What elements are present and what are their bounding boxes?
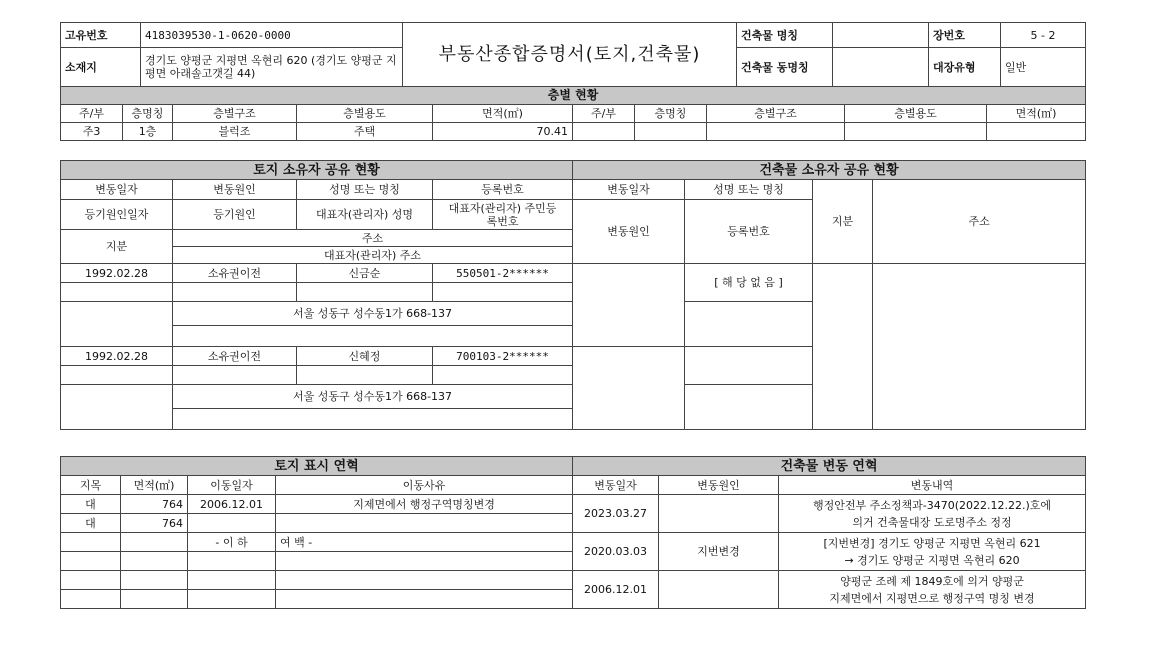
land-entry-date: 1992.02.28 xyxy=(61,264,173,283)
bldg-hist-cause-3 xyxy=(659,571,779,609)
bldg-hist-col-cause: 변동원인 xyxy=(659,476,779,495)
unique-no-label: 고유번호 xyxy=(61,23,141,48)
bldg-h-name: 성명 또는 명칭 xyxy=(685,180,813,200)
land-h-rep-address: 대표자(관리자) 주소 xyxy=(173,247,573,264)
bldg-hist-date-2: 2020.03.03 xyxy=(573,533,659,571)
bldg-hist-detail-line2-2: → 경기도 양평군 지평면 옥현리 620 xyxy=(844,553,1020,567)
land-hist-col-date: 이동일자 xyxy=(188,476,276,495)
location: 경기도 양평군 지평면 옥현리 620 (경기도 양평군 지평면 아래솔고갯길 44) xyxy=(141,48,403,87)
bldg-dong-label: 건축물 동명칭 xyxy=(737,48,833,87)
floor-col-main-sub-2: 주/부 xyxy=(573,105,635,123)
land-entry-name-2: 신혜정 xyxy=(297,347,433,366)
floor-col-structure: 층별구조 xyxy=(173,105,297,123)
floor-col-main-sub: 주/부 xyxy=(61,105,123,123)
bldg-h-change-cause: 변동원인 xyxy=(573,200,685,264)
land-hist-date: 2006.12.01 xyxy=(188,495,276,514)
land-hist-section-title: 토지 표시 연혁 xyxy=(61,457,573,476)
bldg-hist-date: 2023.03.27 xyxy=(573,495,659,533)
bldg-h-reg-no: 등록번호 xyxy=(685,200,813,264)
land-entry-address-2: 서울 성동구 성수동1가 668-137 xyxy=(173,385,573,409)
land-hist-reason: 지제면에서 행정구역명칭변경 xyxy=(276,495,573,514)
bldg-h-share: 지분 xyxy=(813,180,873,264)
bldg-owner-section-title: 건축물 소유자 공유 현황 xyxy=(573,161,1086,180)
land-h-reg-date: 등기원인일자 xyxy=(61,200,173,230)
table-row xyxy=(61,123,1086,141)
ledger-type-label: 대장유형 xyxy=(929,48,1001,87)
ledger-type: 일반 xyxy=(1001,48,1086,87)
land-hist-category: 대 xyxy=(61,495,121,514)
land-h-address: 주소 xyxy=(173,230,573,247)
land-hist-area-2: 764 xyxy=(121,514,188,533)
land-entry-cause: 소유권이전 xyxy=(173,264,297,283)
bldg-dong xyxy=(833,48,929,87)
bldg-h-change-date: 변동일자 xyxy=(573,180,685,200)
land-h-share: 지분 xyxy=(61,230,173,264)
floor-area: 70.41 xyxy=(433,123,573,141)
bldg-hist-detail-line1-2: [지번변경] 경기도 양평군 지평면 옥현리 621 xyxy=(823,536,1041,550)
floor-col-usage: 층별용도 xyxy=(297,105,433,123)
land-hist-col-area: 면적(㎡) xyxy=(121,476,188,495)
land-hist-category-2: 대 xyxy=(61,514,121,533)
floor-col-area: 면적(㎡) xyxy=(433,105,573,123)
page-no-label: 장번호 xyxy=(929,23,1001,48)
owner-table xyxy=(60,160,1086,430)
land-h-rep-name: 대표자(관리자) 성명 xyxy=(297,200,433,230)
header-table xyxy=(60,22,1086,87)
bldg-hist-detail-line1: 행정안전부 주소정책과-3470(2022.12.22.)호에 xyxy=(813,498,1052,512)
floor-section-title: 층별 현황 xyxy=(61,87,1086,105)
bldg-hist-date-3: 2006.12.01 xyxy=(573,571,659,609)
floor-main-sub: 주3 xyxy=(61,123,123,141)
location-label: 소재지 xyxy=(61,48,141,87)
land-entry-address: 서울 성동구 성수동1가 668-137 xyxy=(173,302,573,326)
bldg-hist-detail-line2: 의거 건축물대장 도로명주소 정정 xyxy=(852,515,1012,529)
land-h-name: 성명 또는 명칭 xyxy=(297,180,433,200)
unique-no: 4183039530-1-0620-0000 xyxy=(141,23,403,48)
bldg-hist-section-title: 건축물 변동 연혁 xyxy=(573,457,1086,476)
floor-usage: 주택 xyxy=(297,123,433,141)
bldg-hist-col-detail: 변동내역 xyxy=(779,476,1086,495)
document-title: 부동산종합증명서(토지,건축물) xyxy=(403,23,737,87)
history-table xyxy=(60,456,1086,609)
bldg-h-address: 주소 xyxy=(873,180,1086,264)
floor-col-name-2: 층명칭 xyxy=(635,105,707,123)
land-h-rep-reg: 대표자(관리자) 주민등록번호 xyxy=(433,200,573,230)
bldg-name-label: 건축물 명칭 xyxy=(737,23,833,48)
floor-name: 1층 xyxy=(123,123,173,141)
table-row xyxy=(61,495,1086,514)
floor-col-name: 층명칭 xyxy=(123,105,173,123)
land-hist-area: 764 xyxy=(121,495,188,514)
land-hist-blank-b: 여 백 - xyxy=(276,533,573,552)
bldg-name xyxy=(833,23,929,48)
land-h-reg-cause: 등기원인 xyxy=(173,200,297,230)
land-h-change-date: 변동일자 xyxy=(61,180,173,200)
bldg-owner-none: [ 해 당 없 음 ] xyxy=(685,264,813,302)
land-entry-reg-2: 700103-2****** xyxy=(433,347,573,366)
page-no: 5 - 2 xyxy=(1001,23,1086,48)
floor-col-usage-2: 층별용도 xyxy=(845,105,987,123)
land-entry-date-2: 1992.02.28 xyxy=(61,347,173,366)
bldg-hist-cause xyxy=(659,495,779,533)
bldg-hist-col-date: 변동일자 xyxy=(573,476,659,495)
land-h-change-cause: 변동원인 xyxy=(173,180,297,200)
bldg-hist-cause-2: 지번변경 xyxy=(659,533,779,571)
bldg-hist-detail-line1-3: 양평군 조례 제 1849호에 의거 양평군 xyxy=(840,574,1024,588)
land-entry-name: 신금순 xyxy=(297,264,433,283)
bldg-hist-detail-line2-3: 지제면에서 지평면으로 행정구역 명칭 변경 xyxy=(829,591,1035,605)
land-hist-blank-a: - 이 하 xyxy=(188,533,276,552)
land-h-reg-no: 등록번호 xyxy=(433,180,573,200)
land-hist-col-reason: 이동사유 xyxy=(276,476,573,495)
land-hist-col-category: 지목 xyxy=(61,476,121,495)
floor-col-structure-2: 층별구조 xyxy=(707,105,845,123)
floor-table xyxy=(60,86,1086,141)
land-owner-section-title: 토지 소유자 공유 현황 xyxy=(61,161,573,180)
floor-col-area-2: 면적(㎡) xyxy=(987,105,1086,123)
land-entry-reg: 550501-2****** xyxy=(433,264,573,283)
land-entry-cause-2: 소유권이전 xyxy=(173,347,297,366)
table-row xyxy=(61,264,1086,283)
floor-structure: 블럭조 xyxy=(173,123,297,141)
